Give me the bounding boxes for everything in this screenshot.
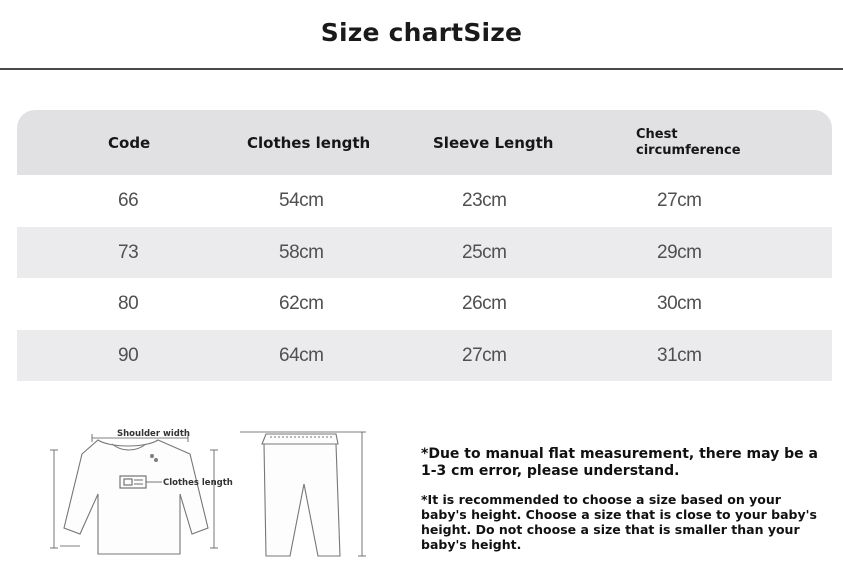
table-row (17, 330, 832, 382)
measurement-note: *Due to manual flat measurement, there may be a 1-3 cm error, please understand. (421, 446, 818, 479)
table-row (17, 278, 832, 330)
cell-sleeve-length: 27cm (462, 344, 507, 366)
cell-chest: 31cm (657, 344, 702, 366)
cell-chest: 27cm (657, 190, 702, 211)
pants-icon (262, 434, 340, 556)
cell-code: 66 (118, 190, 139, 211)
cell-chest: 29cm (657, 241, 702, 263)
header-clothes-length: Clothes length (247, 133, 371, 152)
page-title: Size chartSize (320, 18, 523, 47)
cell-chest: 30cm (657, 293, 702, 314)
clothes-length-label: Clothes length (163, 478, 233, 488)
header-sleeve-length: Sleeve Length (433, 133, 554, 152)
shoulder-width-label: Shoulder width (117, 429, 190, 439)
size-table (17, 110, 832, 381)
cell-sleeve-length: 26cm (462, 293, 507, 314)
header-code: Code (108, 133, 151, 152)
cell-code: 73 (118, 241, 139, 263)
cell-code: 90 (118, 344, 139, 366)
table-row (17, 175, 832, 227)
table-header (17, 110, 832, 175)
cell-sleeve-length: 23cm (462, 190, 507, 211)
title-divider (0, 68, 843, 70)
shirt-icon (64, 440, 208, 554)
garment-illustration (40, 420, 380, 570)
cell-clothes-length: 62cm (279, 293, 324, 314)
table-row (17, 227, 832, 279)
cell-clothes-length: 54cm (279, 190, 324, 211)
cell-clothes-length: 64cm (279, 344, 324, 366)
header-chest-line1: Chest (636, 126, 678, 142)
cell-code: 80 (118, 293, 139, 314)
header-chest-line2: circumference (636, 142, 741, 158)
size-recommendation-note: *It is recommended to choose a size based on your baby's height. Choose a size that is close to your baby's height. Do not choose a size that is smaller than your baby's height. (421, 492, 817, 552)
header-chest-circumference (636, 110, 741, 175)
cell-sleeve-length: 25cm (462, 241, 507, 263)
cell-clothes-length: 58cm (279, 241, 324, 263)
